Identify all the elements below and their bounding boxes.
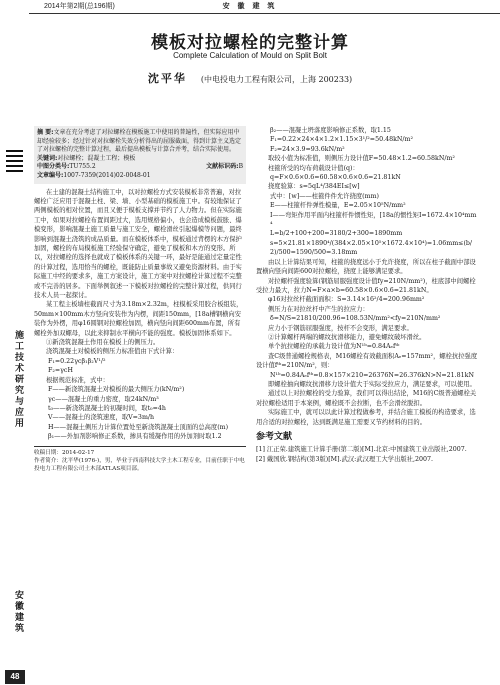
body-paragraph: 应力小于钢筋屈服强度，按杆不会变形，满足要求。: [268, 324, 413, 332]
formula: F₁=0.22×24×4×1.2×1.15×3¹/²=50.48kN/m²: [270, 136, 414, 144]
variable-def: H——混凝土侧压力计算位置处至新浇筑混凝土顶面的总高度(m): [48, 423, 229, 431]
received-date: 收稿日期：2014-02-17: [34, 449, 95, 456]
body-paragraph: 取较小值为标准值，则侧压力设计值F=50.48×1.2=60.58kN/m²: [268, 155, 455, 163]
body-paragraph: 某工程主板墙柱截面尺寸为3.18m×2.32m，柱模板采用胶合板组装，50mm×100mm木方竖向安装作为内楞，间距150mm，[18a槽钢横向安装作为外楞，用φ16圆钢对拉螺栓加固，横向竖向间距600mm布置，所有螺栓外加双螺母，以此来抑制水平横向不能的强度。模板加固体系如下。: [34, 301, 243, 337]
formula: q=F×0.6×0.6=60.58×0.6×0.6=21.81kN: [270, 174, 401, 182]
abstract-box: [34, 126, 246, 184]
author-affiliation: (中电投电力工程有限公司，上海 200233): [200, 75, 353, 84]
reference-item: [1] 江正荣.建筑施工计算手册(第二版)[M].北京:中国建筑工业出版社,2007.: [256, 446, 467, 454]
variable-def: β₂——混凝土坍落度影响修正系数，取1.15: [270, 127, 391, 134]
left-column: [34, 126, 246, 473]
body-paragraph: 挠度验算：s=5qL⁴/384EI≤[w]: [268, 183, 360, 191]
clc-label: 中图分类号:: [37, 163, 70, 171]
paper-title: 模板对拉螺栓的完整计算: [151, 33, 349, 53]
reference-item: [2] 戴国欣.钢结构(第3版)[M].武汉:武汉理工大学出版社,2007.: [256, 455, 433, 463]
variable-def: β₁——外加剂影响修正系数，掺具有缓凝作用的外加剂时取1.2: [48, 433, 222, 441]
body-paragraph: 通过以上对拉螺栓的受力验算，我们可以得出结论，M16的C级普通螺栓关对拉螺栓适用于本案例，螺栓既不会拉断，也不会滑丝脱扣。: [256, 390, 477, 407]
author-line: [0, 70, 500, 86]
variable-def: I——弯矩作用平面内柱箍杆件惯性矩，[18a的惯性矩I=1672.4×10⁴mm⁴: [270, 211, 477, 229]
clc-value: TU755.2: [69, 163, 96, 171]
formula: δ=N/S=21810/200.96=108.53N/mm²<fy=210N/mm²: [270, 315, 441, 323]
right-column: [256, 126, 478, 464]
body-paragraph: 侧压力在对拉丝杆中产生的拉应力：: [268, 305, 369, 313]
body-paragraph: 根据规范标准，式中：: [46, 376, 109, 384]
journal-label: 安 徽 建 筑: [222, 3, 278, 10]
variable-def: t₀——新浇筑混凝土的初凝时间，取t₀=4h: [48, 404, 166, 412]
body-paragraph: 由以上计算结果可知，柱箍的挠度远小于允许挠度，所以在柱子截面中部设置横向竖向间距600对拉螺栓，挠度上能够满足要求。: [256, 258, 476, 276]
footnote: [34, 446, 246, 473]
keywords-text: 对拉螺栓；混凝土工程；模板: [57, 154, 136, 162]
body-paragraph: ②计算螺杆两端的螺纹抗滑移能力，避免螺纹破坏滑丝。: [268, 333, 426, 341]
keywords-label: 关键词:: [37, 154, 58, 162]
body-paragraph: 柱箍所受的均布荷载设计值(q)：: [268, 164, 359, 172]
page-number: 48: [5, 670, 25, 684]
author-bio: 作者简介：沈平华(1976-)，男，毕业于西南科技大学土木工程专业，目前任职于中电投电力工程有限公司土木部ATLAS项目部。: [34, 457, 245, 472]
references-heading: 参考文献: [256, 432, 293, 442]
variable-def: F——新浇筑混凝土对模板的最大侧压力(kN/m²): [48, 386, 185, 394]
doc-code-label: 文献标识码:: [206, 163, 239, 171]
running-header: [0, 0, 500, 14]
margin-bars-icon: [6, 150, 23, 175]
abstract-text: 文章在充分考虑了对拉螺栓在模板施工中使用的普遍性，但实际应用中却经验较多；经过针对对拉螺栓失效分析得出的屈服截面，得到计算主义选定了对拉螺栓的完整计算过程，最后提出模板与计算合并考，结合实际使用。: [37, 129, 242, 154]
section-category: 施工技术研究与应用: [13, 330, 23, 429]
formula: N¹ᵇ=0.84Aₑfᵗᵇ=0.8×157×210=26376N=26.376kN>N=21.81kN: [270, 371, 474, 379]
side-margin: [0, 0, 29, 685]
body-paragraph: 浇筑混凝土对模板的侧压力标准值由下式计算：: [46, 348, 179, 356]
author-name: 沈平华: [147, 72, 187, 85]
formula: F₂=24×3.9=93.6kN/m²: [270, 145, 345, 153]
formula: L=b/2+100+200=3180/2+300=1890mm: [270, 230, 403, 238]
abstract-label: 摘 要:: [37, 129, 54, 136]
article-no-label: 文章编号:: [37, 171, 64, 179]
body-paragraph: 单个抗拉螺栓的承载力设计值为N¹ᵇ=0.84Aₑfᵗᵇ: [268, 343, 400, 351]
variable-def: 式中：[w]——柱箍件件允许挠度(mm): [270, 192, 380, 200]
variable-def: E——柱箍杆件弹性模量，E=2.05×10⁵N/mm²: [270, 202, 406, 210]
body-paragraph: 实际施工中，就可以以此计算过程做参考，并结合施工模板的构造要求，选用合适的对拉螺栓，达到既满足施工需要又节约材料的目的。: [256, 409, 476, 426]
formula: s=5×21.81×1890⁴/(384×2.05×10⁵×1672.4×10⁴)=1.06mm≤(b/2)/500=1590/500=3.18mm: [270, 239, 473, 257]
formula: F₁=0.22γcβ₁β₂V¹/²: [48, 357, 106, 365]
variable-def: γc——混凝土的重力密度，取24kN/m³: [48, 395, 159, 403]
body-paragraph: 查C级普通螺栓规格表，M16螺栓有效截面积Aₑ=157mm²，螺栓抗拉强度设计值fᵗᵇ=210N/m²，则：: [256, 352, 478, 370]
variable-def: V——混凝土的浇筑速度，取V=3m/h: [48, 414, 155, 422]
formula: F₂=γcH: [48, 367, 73, 375]
english-title: Complete Calculation of Mould on Split Bolt: [173, 51, 327, 60]
journal-vertical: 安徽建筑: [13, 590, 23, 634]
body-paragraph: 在土建的混凝土结构施工中，以对拉螺栓方式安装模板非常普遍，对拉螺栓广泛应用于混凝土柱、梁、墙、小型基础的模板施工中。有较地保证了两侧模板的相对位置，而且又便于模板支撑并节约了人力物力。但在实际施工中，如果对拉螺栓布置间距过大，选用规格偏小，也会造成模板鼓胀、爆模变形，影响混凝土施工质量与施工安全，螺栓滑丝引起爆模等问题，最终影响到混凝土浇筑的成品质量。而在模板体系中，模板通过背楞的木方保护加固，螺栓的布局模板施工经验保守确定，避免了模板和木方的变形。所以，对拉螺栓的选择也就成了模板体系的关键一环，最好是能通过定量定性的计算过程，选用恰当的螺栓，既能防止质量事故又避免资源材料。由于实际施工中经的要求多，施工方案设计，施工方案中对拉螺栓计算过程不完整或不完善的居多。下面举例叙述一下模板对拉螺栓的完整计算过程，供同行技术人员一起探讨。: [34, 188, 242, 300]
doc-code-value: B: [238, 163, 243, 171]
body-paragraph: 即螺栓抽向螺纹抗滑移力设计值大于实际受拉应力，满足要求，可以使用。: [268, 380, 476, 388]
article-no-value: 1007-7359(2014)02-0048-01: [63, 171, 151, 179]
body-paragraph: ①新浇筑混凝土作用在模板上的侧压力。: [46, 339, 160, 347]
issue-label: 2014年第2期(总196期): [44, 3, 115, 10]
body-paragraph: 对拉螺杆强度验算(钢筋屈服强度设计值fy=210N/mm²)，柱底部中间螺栓受拉力最大，拉力N=F×a×b=60.58×0.6×0.6=21.81kN。: [256, 277, 476, 294]
formula: φ16对拉丝杆截面面积：S=3.14×16²/4=200.96mm²: [268, 296, 425, 304]
